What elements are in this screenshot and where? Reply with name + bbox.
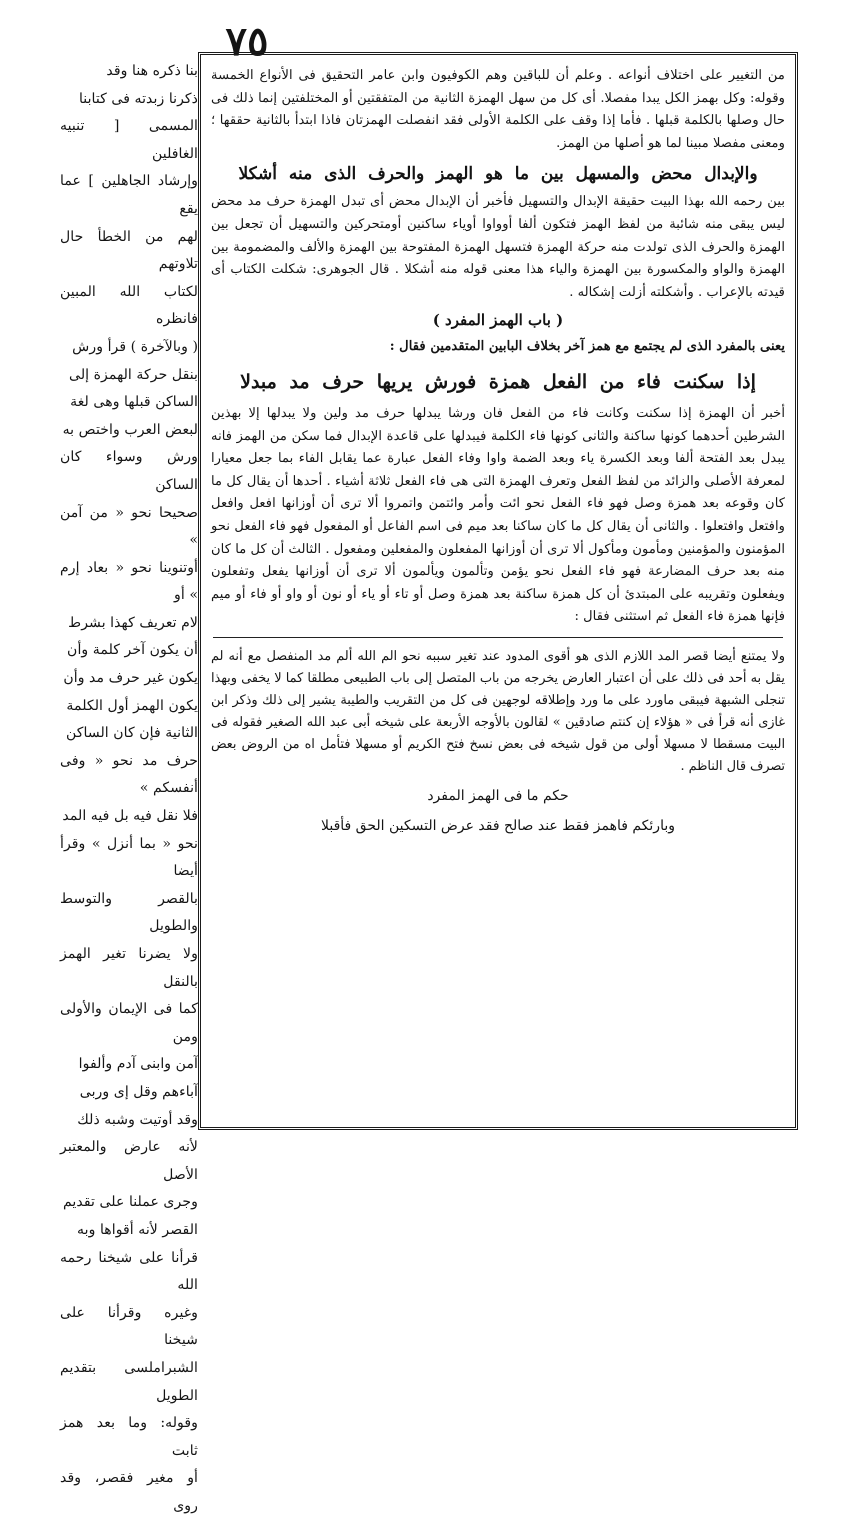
commentary-paragraph: بين رحمه الله بهذا البيت حقيقة الإبدال والتسهيل فأخبر أن الإبدال محض أى تبدل الهمزة حرف مد محض ليس يبقى منه شائبة من لفظ الهمز فتكون ألفا أوواوا أوياء ساكنين أومتحركين والتسهيل أن تجعل بين الهمزة والحرف الذى تولدت منه حركة الهمزة فتسهل الهمزة المفتوحة بين الهمزة والألف والمضمومة بين الهمزة والواو والمكسورة بين الهمزة والياء هذا معنى قوله منه أشكلا . قال الجوهرى: شكلت الكتاب أى قيدته بالإعراب . وأشكلته أزلت إشكاله . xyxy=(211,194,785,300)
page-number: ٧٥ xyxy=(225,18,269,65)
margin-line: ( وبالآخرة ) قرأ ورش xyxy=(72,338,198,355)
poem-verse: إذا سكنت فاء من الفعل همزة فورش يريها حرف مد مبدلا xyxy=(240,370,756,393)
margin-line: أن يكون آخر كلمة وأن xyxy=(67,642,198,659)
section-divider xyxy=(213,637,783,638)
margin-line: وجرى عملنا على تقديم xyxy=(62,1194,198,1211)
margin-line: ذكرنا زبدته فى كتابنا xyxy=(78,90,198,107)
margin-line: وقد أوتيت وشبه ذلك xyxy=(77,1111,198,1128)
margin-line: لبعض العرب واختص به xyxy=(62,421,198,438)
margin-line: أو مغير فقصر، وقد روى xyxy=(60,1470,198,1514)
margin-line: فلا نقل فيه بل فيه المد xyxy=(62,808,198,825)
margin-line: صحيحا نحو « من آمن » xyxy=(60,504,198,549)
margin-line: الثانية فإن كان الساكن xyxy=(65,725,198,742)
margin-commentary xyxy=(60,58,198,1514)
margin-line: ورش وسواء كان الساكن xyxy=(60,449,198,493)
commentary-paragraph: من التغيير على اختلاف أنواعه . وعلم أن للباقين وهم الكوفيون وابن عامر التحقيق فى الأنواع الخمسة وقوله: وكل بهمز الكل يبدا مفصلا. أى كل من سهل الهمزة الثانية من المتفقتين أو المختلفتين إنما ذلك فى حال وصلها بالكلمة قبلها . فأما إذا وقف على الكلمة الأولى فقد انفصلت الهمزتان فاذا ابتدأ بالثانية حققها ؛ ومعنى مفصلا مبينا لما هو أصلها من الهمز. xyxy=(211,68,785,151)
margin-line: الساكن قبلها وهى لغة xyxy=(70,394,198,411)
margin-line: قرأنا على شيخنا رحمه الله xyxy=(60,1249,198,1294)
margin-line: يكون الهمز أول الكلمة xyxy=(66,697,198,714)
margin-line: وغيره وقرأنا على شيخنا xyxy=(60,1304,198,1349)
margin-line: وإرشاد الجاهلين ] عما يقع xyxy=(60,173,198,217)
margin-line: لكتاب الله المبين فانظره xyxy=(60,283,198,328)
chapter-intro: يعنى بالمفرد الذى لم يجتمع مع همز آخر بخلاف البابين المتقدمين فقال : xyxy=(389,339,785,355)
margin-line: المسمى [ تنبيه الغافلين xyxy=(60,118,198,162)
margin-line: لام تعريف كهذا بشرط xyxy=(68,614,198,631)
commentary-paragraph: أخبر أن الهمزة إذا سكنت وكانت فاء من الفعل فان ورشا يبدلها حرف مد ولين ولا يبدلها إلا بهذين الشرطين أحدهما كونها ساكنة والثانى كونها فاء الكلمة فيبدلها على قاعدة الإبدال فما سكن من الهمز فانه يبدل بعد الفتحة ألفا وبعد الكسرة ياء وبعد الضمة واوا وفاء الفعل عبارة عما يقابل الفاء بما جعل معيارا لمعرفة الأصلى والزائد من لفظ الفعل وتعرف الهمزة التى هى فاء الفعل ثلاثة أشياء . أحدها أن يقال كل ما كان وقوعه بعد همزة وصل فهو فاء الفعل نحو ائت وأمر وائتمن واتمروا ألا ترى أن أوزانها افعل وافعل وافتعل وافتعلوا . والثانى أن يقال كل ما كان ساكنا بعد ميم فى اسم الفاعل أو المفعول فهو فاء الفعل نحو المؤمنون والمؤمنين ومأمون ومأكول ألا ترى أن أوزانها المفعلون والمفعلين ومفعول . الثالث أن كل ما كان منه بعد حرف المضارعة فهو فاء الفعل نحو يؤمن وتألمون ويألمون ألا ترى أن أوزانها يفعل وتفعلون ويفعلون وتقريبه على المبتدئ أن كل همزة ساكنة بعد همزة وصل أو تاء أو ياء أو نون أو واو أو فاء أو ميم فإنها همزة فاء الفعل ثم استثنى فقال : xyxy=(211,405,785,625)
margin-line: بالقصر والتوسط والطويل xyxy=(60,890,198,935)
margin-line: وقوله: وما بعد همز ثابت xyxy=(60,1415,198,1459)
main-text-frame xyxy=(198,52,798,1130)
margin-line: أوتنوينا نحو « بعاد إرم » أو xyxy=(60,559,198,604)
margin-line: بنقل حركة الهمزة إلى xyxy=(69,366,198,383)
footnote-paragraph: ولا يمتنع أيضا قصر المد اللازم الذى هو أقوى المدود عند تغير سببه نحو الم الله ألم مد المنفصل مع أنه لم يقل به أحد فى ذلك على أن اعتبار العارض يخرجه من باب المتصل إلى باب الطبيعى مطلقا كما لا يخفى وبهذا تنجلى الشبهة فيبقى ماورد على ما ورد وإطلاقه لوجهين فى كل من التقريب والطيبة يشير إلى ذلك وذكر ابن غازى أنه قرأ فى « هؤلاء إن كنتم صادقين » لقالون بالأوجه الأربعة على شيخه أبى عبد الله الصغير فقوله فى البيت مسقطا لا مسهلا أولى من قول شيخه فى بعض نسخ فتح الكريم أو مسهلا فتأمل اه من الروض بعض تصرف قال الناظم . xyxy=(211,648,785,774)
footnote-verse: وبارئكم فاهمز فقط عند صالح فقد عرض التسكين الحق فأقبلا xyxy=(321,817,675,834)
margin-line: ولا يضرنا تغير الهمز بالنقل xyxy=(60,946,198,990)
footnote-verse-heading: حكم ما فى الهمز المفرد xyxy=(427,787,569,804)
main-text-column xyxy=(211,65,785,1119)
margin-line: آمن وابنى آدم وألفوا xyxy=(78,1056,198,1073)
margin-line: لأنه عارض والمعتبر الأصل xyxy=(60,1139,198,1183)
margin-line: كما فى الإيمان والأولى ومن xyxy=(60,1001,198,1045)
margin-line: لهم من الخطأ حال تلاوتهم xyxy=(60,228,198,273)
margin-line: بنا ذكره هنا وقد xyxy=(106,63,198,79)
footnotes xyxy=(211,646,785,838)
margin-line: الشبراملسى بتقديم الطويل xyxy=(60,1359,198,1404)
poem-verse: والإبدال محض والمسهل بين ما هو الهمز والحرف الذى منه أشكلا xyxy=(238,164,758,185)
margin-line: آباءهم وقل إى وربى xyxy=(79,1083,198,1100)
margin-line: حرف مد نحو « وفى أنفسكم » xyxy=(60,752,198,797)
margin-line: يكون غير حرف مد وأن xyxy=(63,670,198,687)
margin-line: نحو « بما أنزل » وقرأ أيضا xyxy=(60,835,198,880)
chapter-heading: ( باب الهمز المفرد ) xyxy=(432,311,564,330)
margin-line: القصر لأنه أقواها وبه xyxy=(77,1221,198,1238)
